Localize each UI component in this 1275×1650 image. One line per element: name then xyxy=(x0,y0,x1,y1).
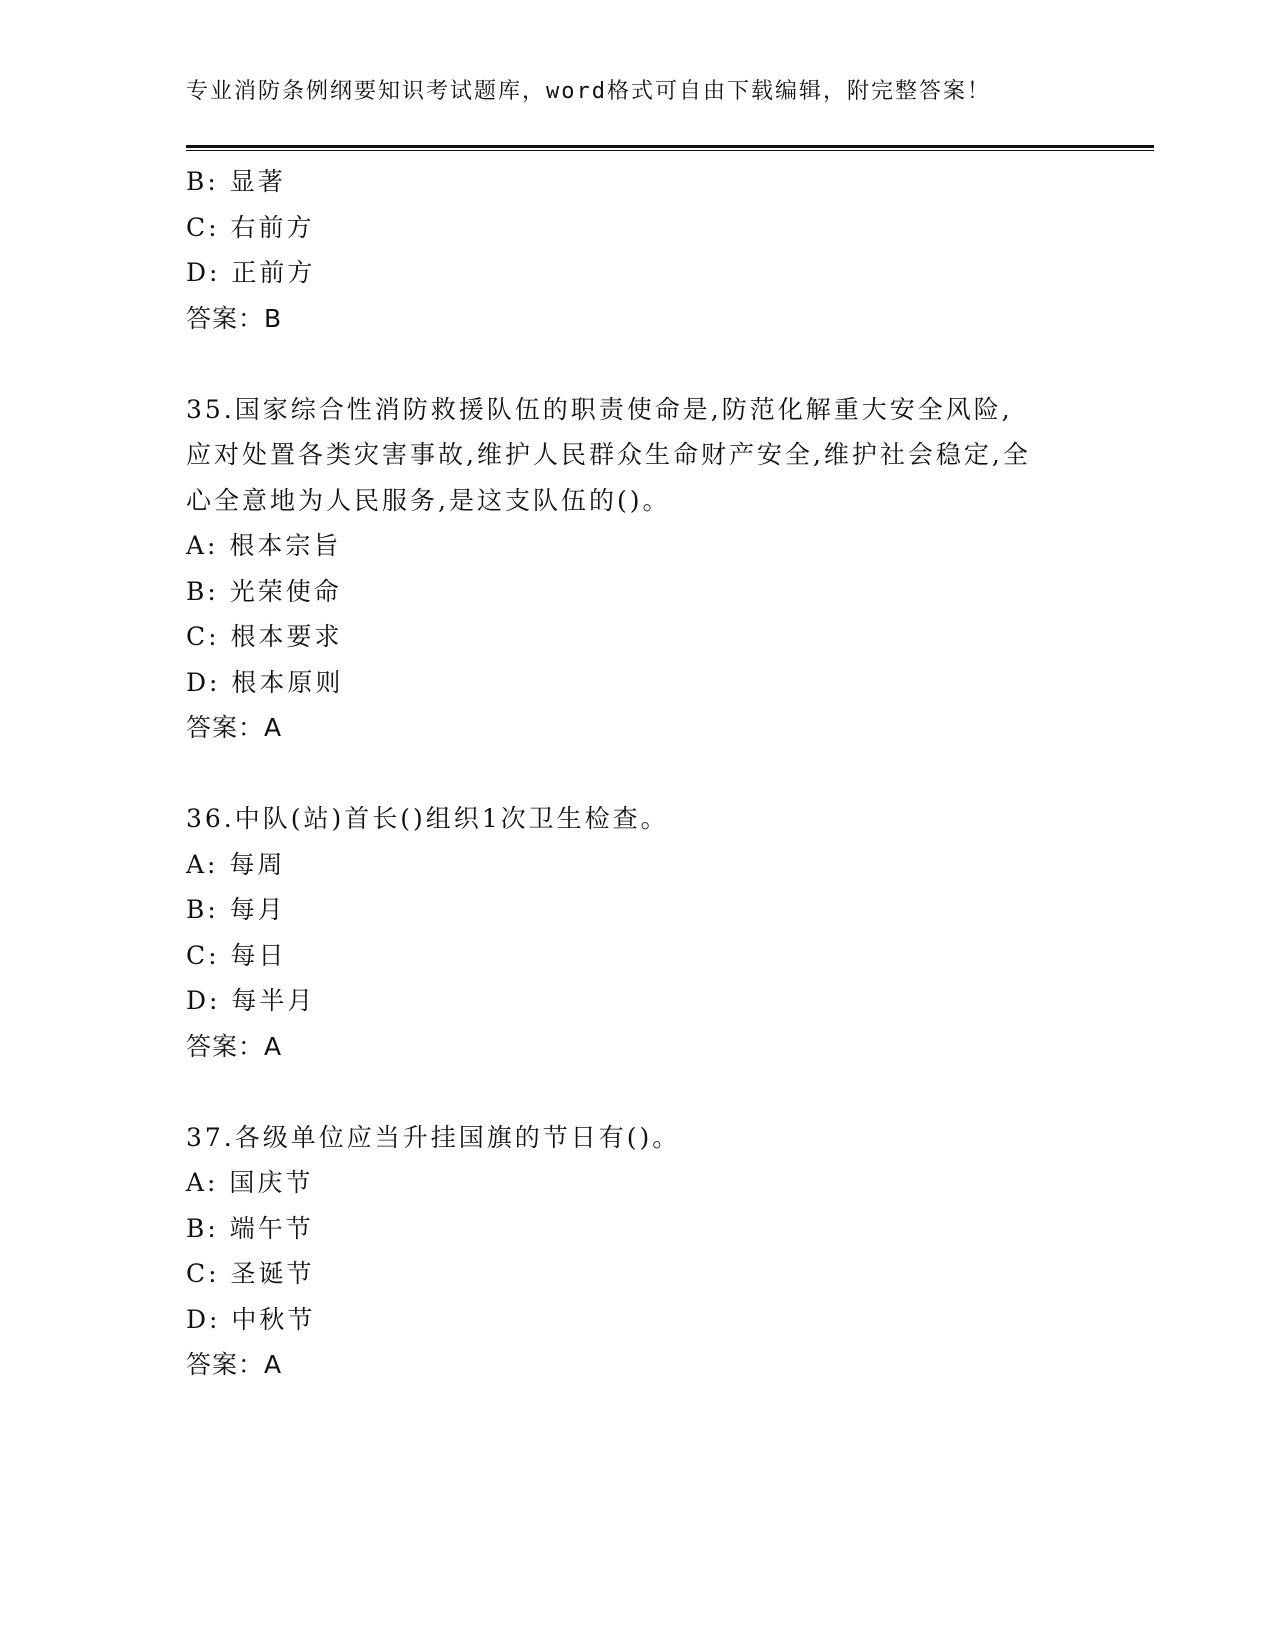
option-d: D: 根本原则 xyxy=(186,667,344,697)
option-d: D: 中秋节 xyxy=(186,1304,316,1334)
question-text: 心全意地为人民服务,是这支队伍的()。 xyxy=(186,485,671,515)
option-c: C: 圣诞节 xyxy=(186,1259,315,1288)
page-header: 专业消防条例纲要知识考试题库，word格式可自由下载编辑，附完整答案！ xyxy=(186,79,991,104)
question-text: 35.国家综合性消防救援队伍的职责使命是,防范化解重大安全风险, xyxy=(186,394,1013,424)
question-36 xyxy=(186,796,1154,1069)
option-b: B: 光荣使命 xyxy=(186,576,342,606)
answer: 答案：A xyxy=(186,1350,283,1379)
spacer xyxy=(186,1069,1154,1115)
option-a: A: 每周 xyxy=(186,849,286,879)
option-c: C: 每日 xyxy=(186,940,287,970)
option-b: B: 显著 xyxy=(186,167,286,196)
option-a: A: 国庆节 xyxy=(186,1168,314,1197)
option-b: B: 端午节 xyxy=(186,1213,314,1243)
prev-question xyxy=(186,159,1154,341)
header-rule-thin xyxy=(186,150,1154,151)
option-d: D: 每半月 xyxy=(186,986,316,1015)
question-content xyxy=(186,159,1154,1388)
option-c: C: 根本要求 xyxy=(186,622,343,651)
option-a: A: 根本宗旨 xyxy=(186,531,342,560)
question-text: 应对处置各类灾害事故,维护人民群众生命财产安全,维护社会稳定,全 xyxy=(186,440,1031,469)
answer: 答案：A xyxy=(186,713,283,742)
option-d: D: 正前方 xyxy=(186,258,316,287)
question-text: 36.中队(站)首长()组织1次卫生检查。 xyxy=(186,804,669,833)
answer: 答案：A xyxy=(186,1031,283,1061)
option-b: B: 每月 xyxy=(186,895,286,924)
spacer xyxy=(186,751,1154,797)
question-35 xyxy=(186,387,1154,751)
answer: 答案：B xyxy=(186,303,283,333)
question-37 xyxy=(186,1115,1154,1388)
option-c: C: 右前方 xyxy=(186,212,315,242)
header-rule-thick xyxy=(186,145,1154,148)
question-text: 37.各级单位应当升挂国旗的节日有()。 xyxy=(186,1122,681,1152)
spacer xyxy=(186,341,1154,387)
